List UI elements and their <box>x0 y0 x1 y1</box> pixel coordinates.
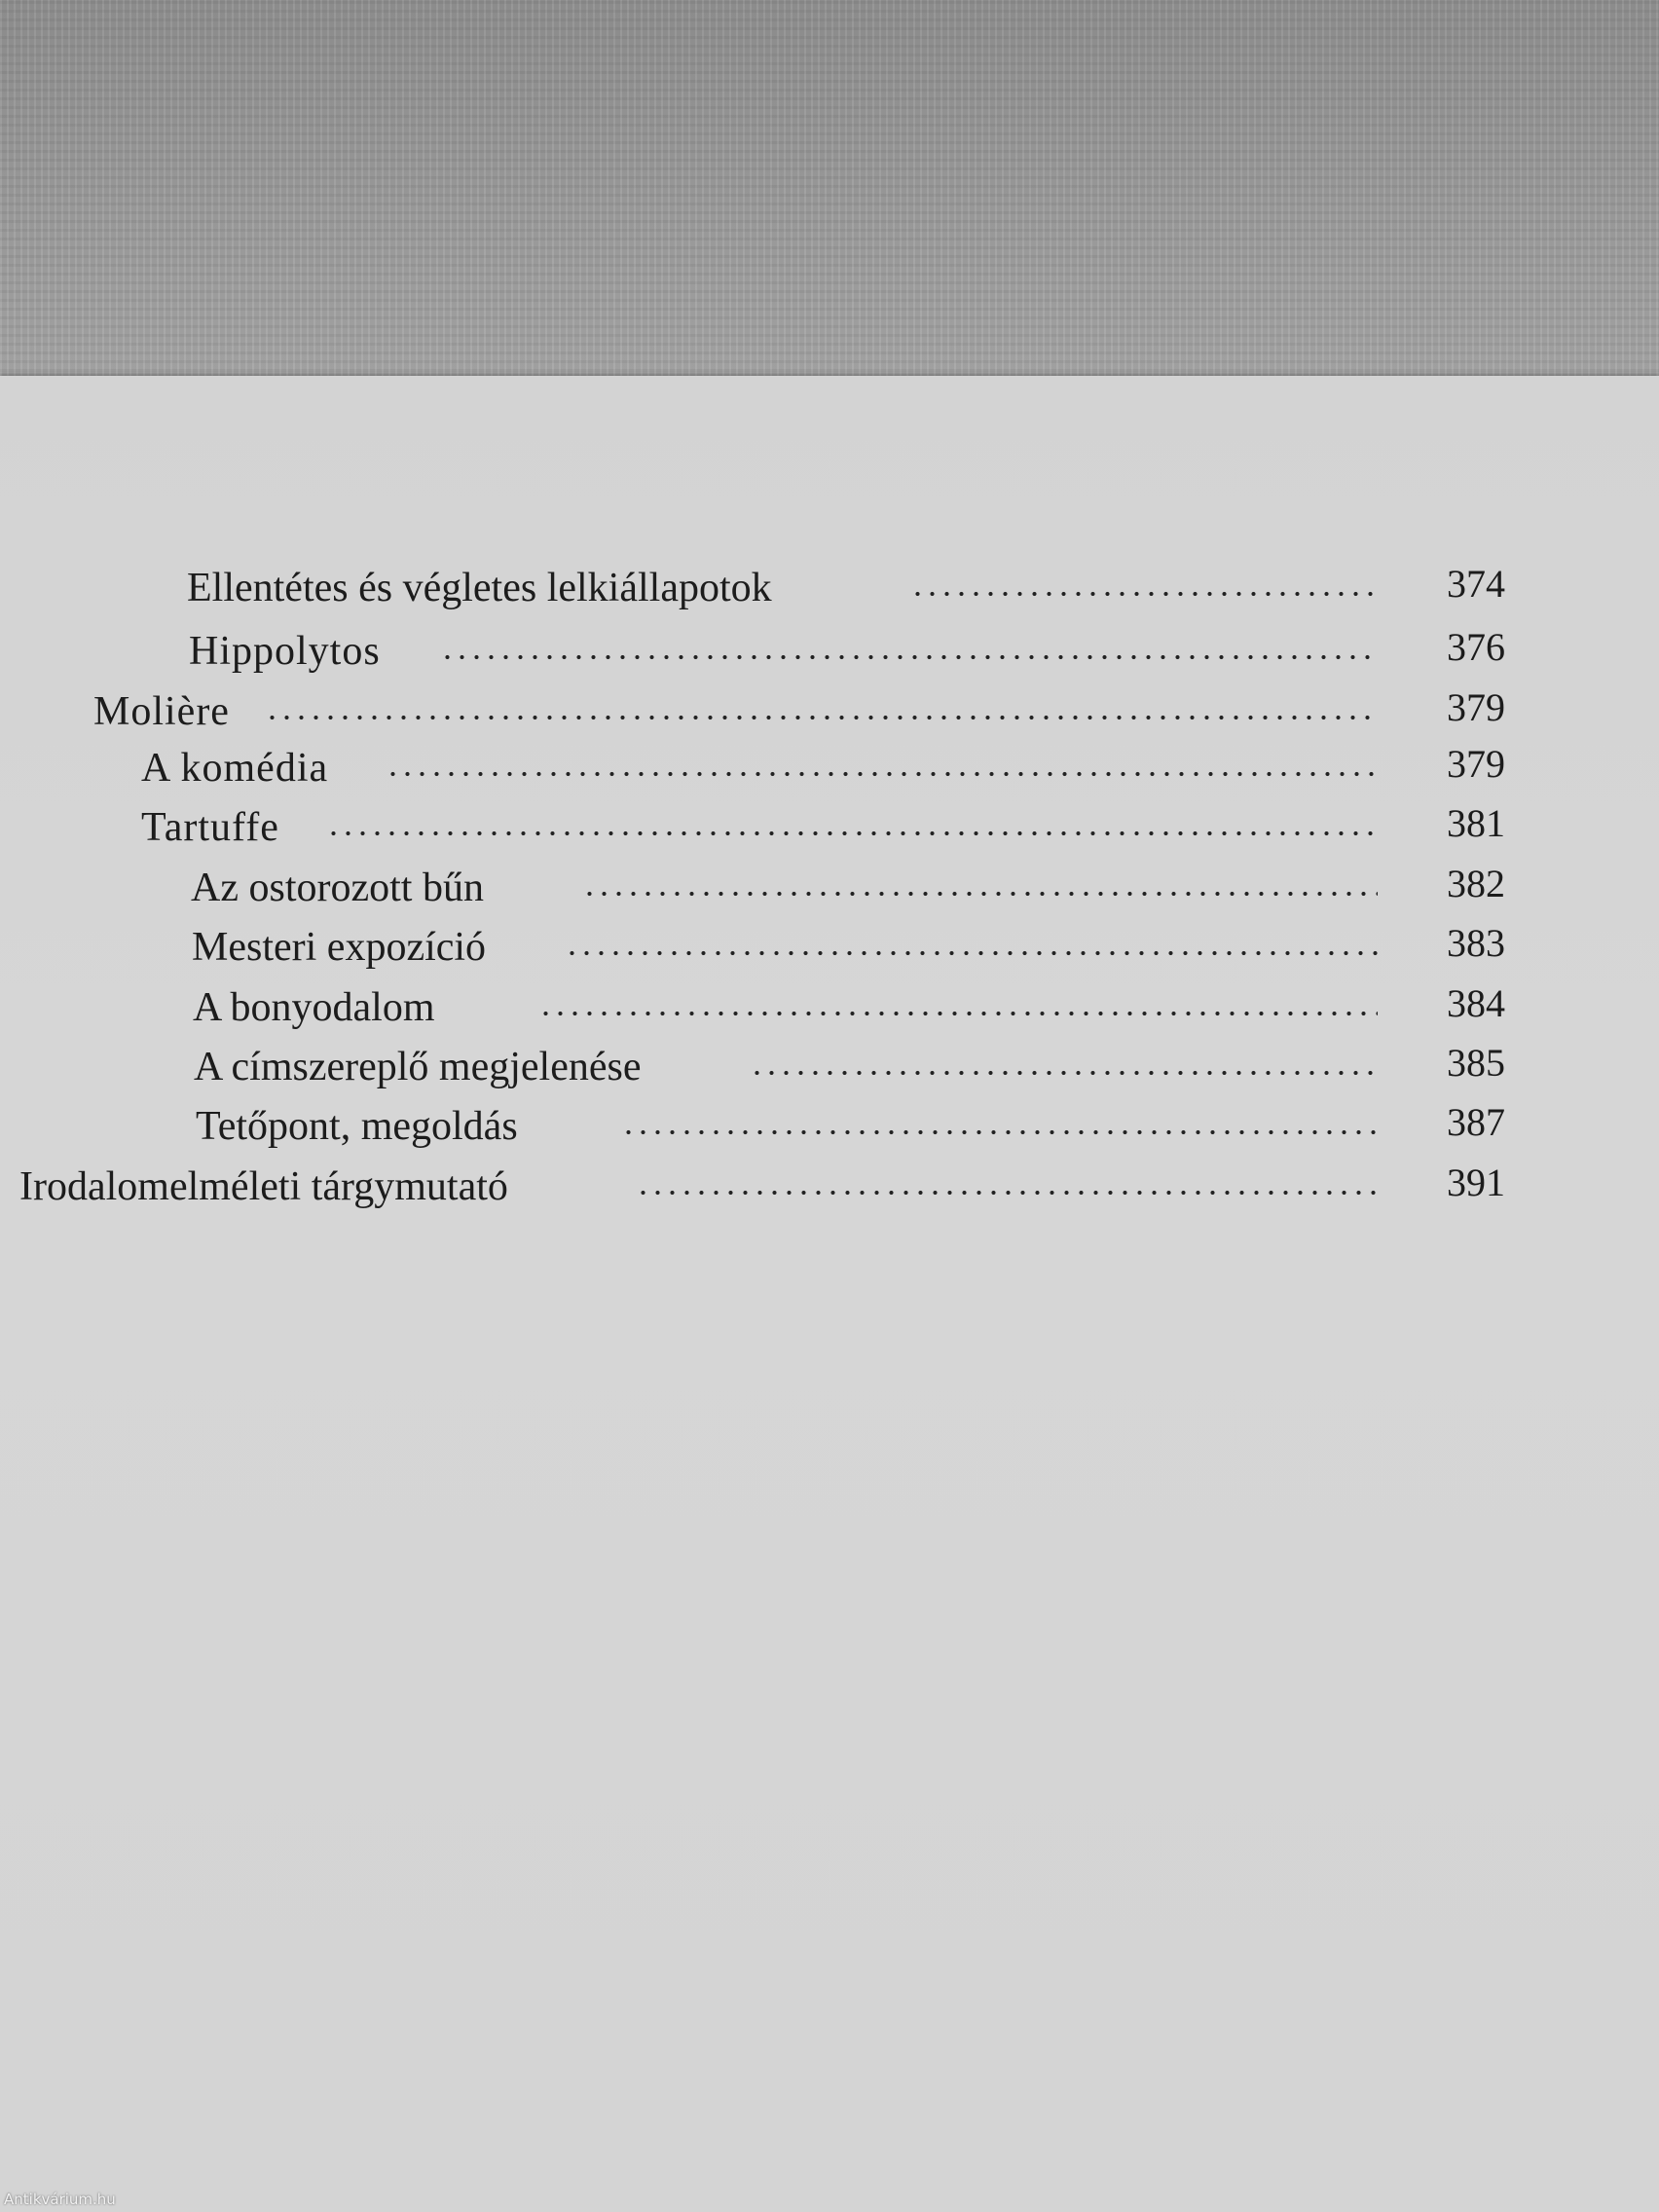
leader-dots <box>440 652 1378 662</box>
toc-entry-page: 376 <box>1447 625 1505 669</box>
leader-dots <box>265 713 1378 722</box>
toc-entry-page: 387 <box>1447 1100 1505 1144</box>
leader-dots <box>750 1068 1378 1078</box>
watermark: Antikvárium.hu <box>4 2191 116 2208</box>
toc-entry <box>0 913 1659 972</box>
toc-entry-title: Mesteri expozíció <box>192 925 487 970</box>
toc-entry <box>0 554 1659 612</box>
leader-dots <box>636 1188 1378 1198</box>
toc-entry-page: 379 <box>1447 685 1505 729</box>
toc-entry-title: Irodalomelméleti tárgymutató <box>19 1164 508 1209</box>
leader-dots <box>565 948 1378 958</box>
toc-entry-title: Hippolytos <box>189 629 381 674</box>
leader-dots <box>582 889 1378 899</box>
toc-entry-title: Ellentétes és végletes lelkiállapotok <box>187 566 772 610</box>
book-page <box>0 376 1659 2212</box>
leader-dots <box>621 1127 1378 1137</box>
toc-entry <box>0 617 1659 676</box>
toc-entry-title: Tetőpont, megoldás <box>196 1104 518 1149</box>
leader-dots <box>910 589 1378 599</box>
toc-entry-title: A bonyodalom <box>193 985 435 1030</box>
toc-entry <box>0 678 1659 736</box>
toc-entry <box>0 974 1659 1032</box>
toc-entry-title: A komédia <box>141 746 329 791</box>
toc-entry-title: Molière <box>93 689 230 734</box>
toc-entry-page: 391 <box>1447 1161 1505 1204</box>
toc-entry-page: 385 <box>1447 1041 1505 1085</box>
toc-entry-title: A címszereplő megjelenése <box>194 1045 642 1089</box>
toc-entry-title: Tartuffe <box>141 805 279 850</box>
toc-entry-page: 381 <box>1447 801 1505 845</box>
leader-dots <box>538 1009 1378 1018</box>
toc-entry-title: Az ostorozott bűn <box>191 866 484 910</box>
toc-entry-page: 379 <box>1447 742 1505 786</box>
leader-dots <box>386 769 1378 779</box>
background-surface <box>0 0 1659 389</box>
toc-entry-page: 384 <box>1447 981 1505 1025</box>
leader-dots <box>326 829 1378 838</box>
toc-entry-page: 382 <box>1447 862 1505 905</box>
toc-entry <box>0 1033 1659 1091</box>
toc-entry <box>0 734 1659 793</box>
toc-entry <box>0 1092 1659 1151</box>
toc-entry-page: 374 <box>1447 562 1505 606</box>
toc-entry <box>0 854 1659 912</box>
toc-entry-page: 383 <box>1447 921 1505 965</box>
toc-entry <box>0 1153 1659 1211</box>
toc-entry <box>0 793 1659 852</box>
